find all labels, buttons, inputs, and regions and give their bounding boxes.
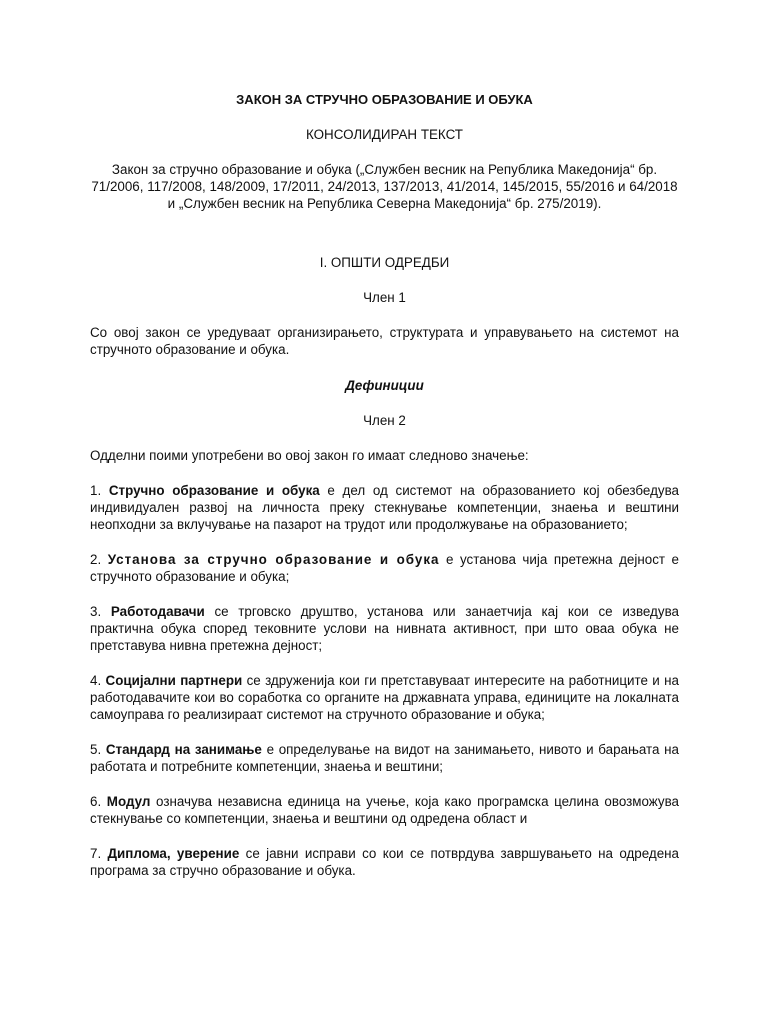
definition-text: е определување на видот на занимањето, нивото и барањата на работата и потребните компетенции, знаења и вештини; bbox=[90, 742, 679, 774]
definition-text: е установа чија претежна дејност е стручното образование и обука; bbox=[90, 552, 679, 584]
definition-number: 6. bbox=[90, 794, 102, 809]
article-1-label: Член 1 bbox=[363, 290, 406, 305]
consolidated-text-label: КОНСОЛИДИРАН ТЕКСТ bbox=[305, 127, 463, 142]
definition-term: Диплома, уверение bbox=[107, 846, 240, 861]
definition-item bbox=[90, 482, 679, 533]
definition-term: Работодавачи bbox=[110, 604, 205, 619]
definitions-heading: Дефиниции bbox=[345, 378, 424, 393]
definition-number: 5. bbox=[90, 742, 102, 757]
definition-text: се здруженија кои ги претставуваат интересите на работниците и на работодавачите кои во соработка со органите на државната управа, единиците на локалната самоуправа го реализираат системот на стручното образование и обука; bbox=[90, 673, 679, 722]
definition-item bbox=[90, 741, 679, 775]
definition-item bbox=[90, 845, 679, 879]
definition-item bbox=[90, 551, 679, 585]
definition-term: Модул bbox=[106, 794, 151, 809]
article-1-text: Со овој закон се уредуваат организирањето, структурата и управувањето на системот на стручното образование и обука. bbox=[90, 325, 679, 357]
definition-number: 3. bbox=[90, 604, 102, 619]
document-body bbox=[90, 91, 679, 879]
article-2-label: Член 2 bbox=[363, 413, 406, 428]
definition-number: 4. bbox=[90, 673, 102, 688]
definition-term: Стандард на занимање bbox=[105, 742, 262, 757]
definition-term: Стручно образование и обука bbox=[108, 483, 320, 498]
law-title: ЗАКОН ЗА СТРУЧНО ОБРАЗОВАНИЕ И ОБУКА bbox=[236, 92, 533, 107]
definition-text: се јавни исправи со кои се потврдува завршувањето на одредена програма за стручно образование и обука. bbox=[90, 846, 679, 878]
definition-term: Установа за стручно образование и обука bbox=[107, 552, 440, 567]
definition-term: Социјални партнери bbox=[105, 673, 243, 688]
definition-text: се трговско друштво, установа или занаетчија кај кои се изведува практична обука според тековните услови на нивната активност, при што оваа обука не претставува нивна претежна дејност; bbox=[90, 604, 679, 653]
definition-number: 7. bbox=[90, 846, 102, 861]
law-intro: Закон за стручно образование и обука („Службен весник на Република Македонија“ бр. 71/2006, 117/2008, 148/2009, 17/2011, 24/2013, 137/2013, 41/2014, 145/2015, 55/2016 и 64/2018 и „Службен весник на Република Северна Македонија“ бр. 275/2019). bbox=[91, 162, 678, 211]
definition-text: е дел од системот на образованието кој обезбедува индивидуален развој на личноста преку стекнување компетенции, знаења и вештини неопходни за вклучување на пазарот на трудот или продолжување на образованието; bbox=[90, 483, 679, 532]
definition-number: 2. bbox=[90, 552, 102, 567]
chapter-heading: I. ОПШТИ ОДРЕДБИ bbox=[319, 255, 450, 270]
definition-item bbox=[90, 793, 679, 827]
definition-number: 1. bbox=[90, 483, 102, 498]
article-2-intro: Одделни поими употребени во овој закон го имаат следново значење: bbox=[90, 448, 529, 463]
definition-item bbox=[90, 603, 679, 654]
definition-text: означува независна единица на учење, која како програмска целина овозможува стекнување со компетенции, знаења и вештини од одредена област и bbox=[90, 794, 679, 826]
definition-item bbox=[90, 672, 679, 723]
